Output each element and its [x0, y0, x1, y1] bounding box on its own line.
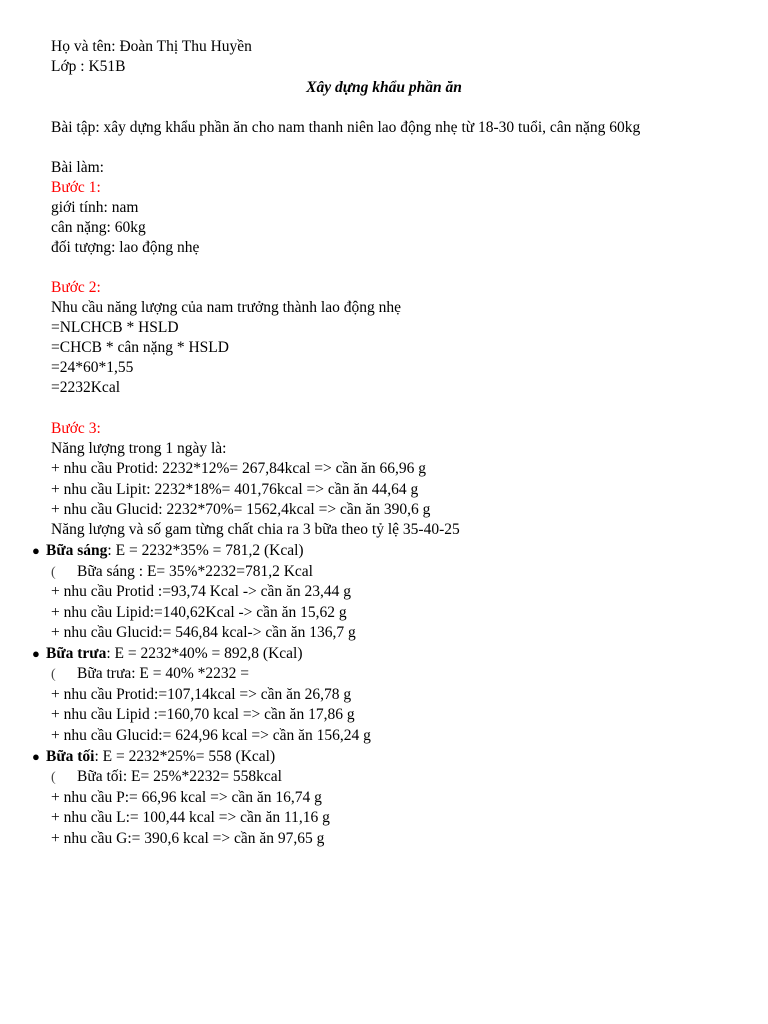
step2-label: Bước 2: [51, 279, 101, 296]
meal-item: + nhu cầu L:= 100,44 kcal => cần ăn 11,16 g [51, 809, 330, 826]
meal-item: + nhu cầu Protid :=93,74 Kcal -> cần ăn 23,44 g [51, 583, 351, 600]
bullet-icon: ● [32, 749, 40, 764]
student-name: Họ và tên: Đoàn Thị Thu Huyền [51, 38, 252, 55]
step3-line: + nhu cầu Lipit: 2232*18%= 401,76kcal => cần ăn 44,64 g [51, 481, 419, 498]
work-label: Bài làm: [51, 159, 104, 176]
meal-breakfast [32, 541, 304, 561]
curve-marker-icon: ( [51, 565, 56, 580]
meal-sub-text: Bữa sáng : E= 35%*2232=781,2 Kcal [77, 563, 313, 580]
step1-line: cân nặng: 60kg [51, 219, 146, 236]
step2-line: =CHCB * cân nặng * HSLD [51, 339, 229, 356]
step3-label: Bước 3: [51, 420, 101, 437]
class-line: Lớp : K51B [51, 58, 126, 75]
step1-line: giới tính: nam [51, 199, 139, 216]
meal-sub-line [51, 664, 249, 685]
step2-line: =24*60*1,55 [51, 359, 134, 376]
meal-sub-text: Bữa trưa: E = 40% *2232 = [77, 665, 250, 682]
meal-item: + nhu cầu Lipid :=160,70 kcal => cần ăn 17,86 g [51, 706, 355, 723]
meal-sub-line [51, 562, 313, 583]
exercise-statement: Bài tập: xây dựng khẩu phần ăn cho nam thanh niên lao động nhẹ từ 18-30 tuổi, cân nặng 60kg [51, 119, 641, 136]
document-title: Xây dựng khẩu phần ăn [306, 79, 462, 96]
meal-lunch [32, 644, 303, 664]
step2-line: =NLCHCB * HSLD [51, 319, 179, 336]
step3-line: Năng lượng và số gam từng chất chia ra 3 bữa theo tỷ lệ 35-40-25 [51, 521, 460, 538]
step1-label: Bước 1: [51, 179, 101, 196]
bullet-icon: ● [32, 543, 40, 558]
meal-name: Bữa tối [46, 748, 95, 765]
meal-formula: : E = 2232*25%= 558 (Kcal) [94, 748, 276, 765]
step3-line: + nhu cầu Protid: 2232*12%= 267,84kcal => cần ăn 66,96 g [51, 460, 427, 477]
meal-sub-line [51, 767, 282, 788]
step2-line: =2232Kcal [51, 379, 121, 396]
meal-item: + nhu cầu Lipid:=140,62Kcal -> cần ăn 15,62 g [51, 604, 347, 621]
meal-dinner [32, 747, 275, 767]
meal-formula: : E = 2232*35% = 781,2 (Kcal) [107, 542, 304, 559]
bullet-icon: ● [32, 646, 40, 661]
meal-sub-text: Bữa tối: E= 25%*2232= 558kcal [77, 768, 282, 785]
step2-line: Nhu cầu năng lượng của nam trưởng thành lao động nhẹ [51, 299, 401, 316]
meal-name: Bữa trưa [46, 645, 107, 662]
meal-item: + nhu cầu Protid:=107,14kcal => cần ăn 26,78 g [51, 686, 352, 703]
meal-formula: : E = 2232*40% = 892,8 (Kcal) [106, 645, 303, 662]
meal-item: + nhu cầu Glucid:= 624,96 kcal => cần ăn 156,24 g [51, 727, 371, 744]
meal-item: + nhu cầu G:= 390,6 kcal => cần ăn 97,65 g [51, 830, 325, 847]
step1-line: đối tượng: lao động nhẹ [51, 239, 200, 256]
step3-line: Năng lượng trong 1 ngày là: [51, 440, 227, 457]
meal-item: + nhu cầu Glucid:= 546,84 kcal-> cần ăn 136,7 g [51, 624, 356, 641]
curve-marker-icon: ( [51, 770, 56, 785]
curve-marker-icon: ( [51, 667, 56, 682]
meal-name: Bữa sáng [46, 542, 108, 559]
meal-item: + nhu cầu P:= 66,96 kcal => cần ăn 16,74 g [51, 789, 322, 806]
step3-line: + nhu cầu Glucid: 2232*70%= 1562,4kcal => cần ăn 390,6 g [51, 501, 431, 518]
